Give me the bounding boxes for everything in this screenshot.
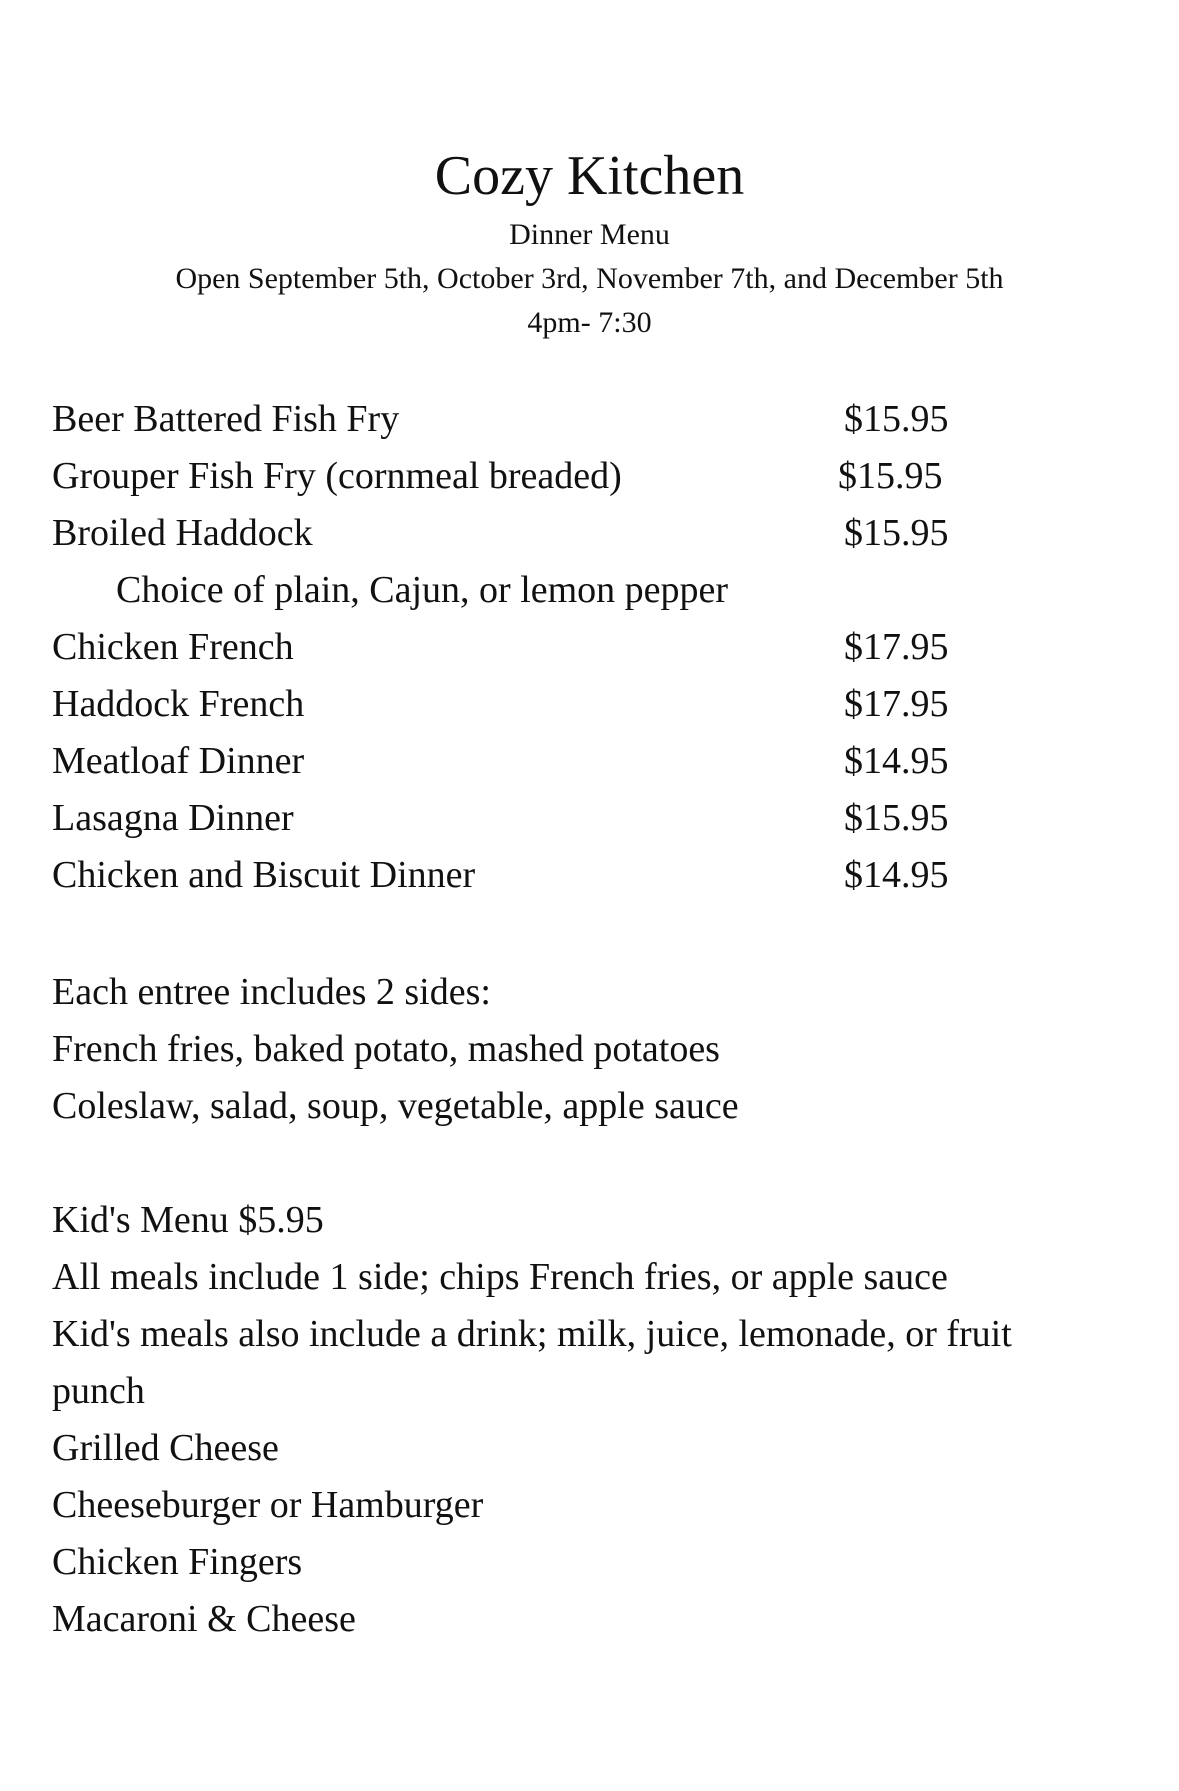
kids-menu-heading: Kid's Menu $5.95 bbox=[52, 1199, 324, 1241]
menu-item-price: $15.95 bbox=[844, 512, 949, 554]
menu-item-price: $14.95 bbox=[844, 854, 949, 896]
kids-menu-note: All meals include 1 side; chips French fries, or apple sauce bbox=[52, 1256, 948, 1298]
menu-subtitle: Dinner Menu bbox=[509, 218, 670, 251]
menu-item-name: Grouper Fish Fry (cornmeal breaded) bbox=[52, 455, 622, 497]
menu-item bbox=[52, 391, 1132, 448]
kids-menu-note: punch bbox=[52, 1370, 145, 1412]
sides-line: Coleslaw, salad, soup, vegetable, apple sauce bbox=[52, 1085, 739, 1127]
open-dates: Open September 5th, October 3rd, November 7th, and December 5th bbox=[175, 262, 1004, 295]
kids-menu-item: Chicken Fingers bbox=[52, 1541, 303, 1583]
menu-item-price: $17.95 bbox=[844, 626, 949, 668]
menu-item-price: $15.95 bbox=[844, 797, 949, 839]
menu-item bbox=[52, 847, 1132, 904]
menu-item-name: Meatloaf Dinner bbox=[52, 740, 305, 782]
restaurant-title: Cozy Kitchen bbox=[434, 145, 745, 207]
sides-line: French fries, baked potato, mashed potatoes bbox=[52, 1028, 720, 1070]
menu-item-price: $15.95 bbox=[838, 455, 943, 497]
menu-item bbox=[52, 790, 1132, 847]
kids-menu-item: Grilled Cheese bbox=[52, 1427, 279, 1469]
menu-item-name: Beer Battered Fish Fry bbox=[52, 398, 400, 440]
menu-item-name: Broiled Haddock bbox=[52, 512, 313, 554]
menu-header bbox=[0, 143, 1179, 345]
menu-item-name: Haddock French bbox=[52, 683, 305, 725]
dinner-menu-list bbox=[52, 391, 1132, 904]
menu-item-price: $14.95 bbox=[844, 740, 949, 782]
sides-section bbox=[52, 964, 1132, 1135]
menu-item bbox=[52, 505, 1132, 562]
kids-menu-item: Macaroni & Cheese bbox=[52, 1598, 356, 1640]
menu-item-note-text: Choice of plain, Cajun, or lemon pepper bbox=[116, 569, 729, 611]
menu-item bbox=[52, 619, 1132, 676]
kids-menu-note: Kid's meals also include a drink; milk, juice, lemonade, or fruit bbox=[52, 1313, 1012, 1355]
menu-item-price: $17.95 bbox=[844, 683, 949, 725]
menu-item-name: Lasagna Dinner bbox=[52, 797, 294, 839]
kids-menu-section bbox=[52, 1192, 1132, 1648]
open-hours: 4pm- 7:30 bbox=[527, 306, 652, 339]
menu-item-price: $15.95 bbox=[844, 398, 949, 440]
menu-item-name: Chicken French bbox=[52, 626, 294, 668]
menu-item-name: Chicken and Biscuit Dinner bbox=[52, 854, 476, 896]
sides-heading: Each entree includes 2 sides: bbox=[52, 971, 491, 1013]
menu-item bbox=[52, 448, 1132, 505]
menu-item bbox=[52, 676, 1132, 733]
kids-menu-item: Cheeseburger or Hamburger bbox=[52, 1484, 484, 1526]
menu-item-note bbox=[52, 562, 1132, 619]
menu-item bbox=[52, 733, 1132, 790]
